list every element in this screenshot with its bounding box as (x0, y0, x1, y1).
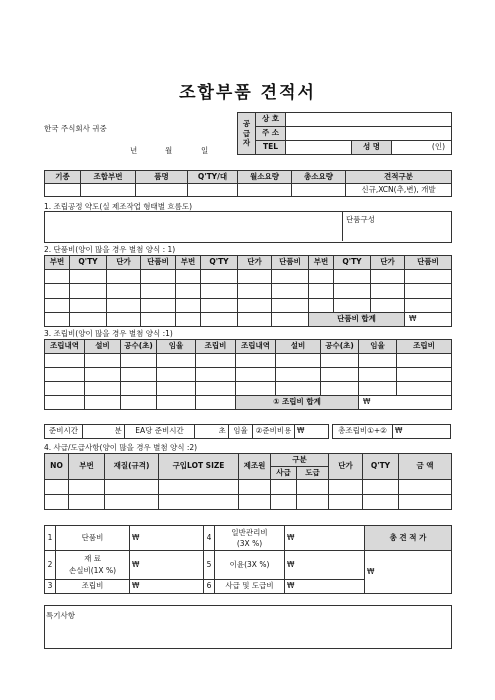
unit-col-qty-3: Q'TY (334, 256, 371, 270)
table-row (45, 270, 452, 284)
estimate-type-value: 신규,XCN(추,변), 개발 (346, 184, 452, 197)
header-col-qty-per-unit: Q'TY/대 (188, 171, 238, 184)
summary-no-4: 4 (204, 526, 215, 551)
supplier-seal: (인) (392, 141, 452, 155)
supplier-table (237, 112, 452, 155)
assy-col-manhour-2: 공수(초) (321, 340, 359, 354)
summary-overhead-label: 일반관리비 (3X %) (215, 526, 285, 551)
parts-composition-label: 단품구성 (346, 215, 375, 224)
header-cell-assy-no[interactable] (81, 184, 136, 197)
assembly-total-value: ₩ (359, 396, 452, 410)
header-col-total-qty: 총소요량 (292, 171, 346, 184)
summary-no-3: 3 (45, 580, 56, 594)
section4-title: 4. 사급/도급사항(양이 많을 경우 별첨 양식 :2) (44, 443, 198, 452)
supplier-tel-label: TEL (256, 141, 286, 155)
header-col-assy-no: 조합부번 (81, 171, 136, 184)
assy-col-rate-1: 임율 (157, 340, 196, 354)
sub-col-manufacturer: 제조원 (239, 454, 271, 480)
unit-cost-table (44, 255, 452, 327)
prep-time-seconds-field[interactable] (195, 425, 219, 439)
unit-col-cost-2: 단품비 (272, 256, 309, 270)
sub-col-supplied: 사급 (271, 467, 297, 480)
sub-col-price: 단가 (329, 454, 363, 480)
unit-col-price-2: 단가 (238, 256, 272, 270)
table-row (45, 382, 452, 396)
date-day-label: 일 (201, 146, 209, 155)
header-cell-monthly-qty[interactable] (238, 184, 292, 197)
assembly-total-label: ① 조립비 합계 (236, 396, 359, 410)
table-row (45, 368, 452, 382)
summary-no-6: 6 (204, 580, 215, 594)
table-row (45, 298, 452, 312)
unit-col-qty-2: Q'TY (201, 256, 238, 270)
header-cell-item-name[interactable] (136, 184, 188, 197)
sub-col-part-no: 부번 (69, 454, 105, 480)
summary-assembly-value: ₩ (130, 580, 204, 594)
summary-material-loss-label: 재 료 손실비(1X %) (56, 551, 130, 580)
unit-col-part-no-1: 부번 (45, 256, 70, 270)
header-table (44, 170, 452, 197)
assy-col-equipment-1: 설비 (85, 340, 121, 354)
table-row (45, 495, 452, 510)
unit-col-qty-1: Q'TY (70, 256, 107, 270)
notes-box[interactable] (44, 605, 452, 649)
summary-subcontract-label: 사급 및 도급비 (215, 580, 285, 594)
notes-label: 특기사항 (46, 611, 75, 620)
date-month-label: 월 (165, 146, 173, 155)
subcontract-table (44, 453, 452, 510)
assy-col-equipment-2: 설비 (276, 340, 321, 354)
unit-col-price-3: 단가 (371, 256, 405, 270)
header-col-estimate-type: 견적구분 (346, 171, 452, 184)
unit-col-part-no-3: 부번 (309, 256, 334, 270)
header-col-model: 기종 (45, 171, 81, 184)
header-col-item-name: 품명 (136, 171, 188, 184)
prep-cost-label: ②준비비용 (253, 425, 295, 439)
supplier-side-label: 공 급 자 (238, 113, 256, 155)
summary-assembly-label: 조립비 (56, 580, 130, 594)
summary-no-2: 2 (45, 551, 56, 580)
table-row (45, 396, 452, 410)
unit-col-cost-3: 단품비 (405, 256, 452, 270)
assy-col-detail-1: 조립내역 (45, 340, 85, 354)
section3-title: 3. 조립비(양이 많을 경우 별첨 양식 :1) (44, 329, 173, 338)
section1-title: 1. 조립공정 약도(실 제조작업 형태별 흐름도) (44, 202, 193, 211)
header-cell-total-qty[interactable] (292, 184, 346, 197)
supplier-rep-label: 성 명 (352, 141, 392, 155)
sub-col-amount: 금 액 (399, 454, 452, 480)
prep-time-minutes-field[interactable] (83, 425, 115, 439)
prep-time-label: 준비시간 (45, 425, 83, 439)
total-assembly-label: 총조립비①+② (333, 425, 393, 439)
prep-time-table (44, 424, 329, 439)
header-cell-qty-per-unit[interactable] (188, 184, 238, 197)
unit-cost-total-value: ₩ (405, 312, 452, 326)
unit-col-cost-1: 단품비 (141, 256, 176, 270)
summary-subcontract-value: ₩ (285, 580, 365, 594)
process-divider (342, 211, 343, 241)
summary-profit-value: ₩ (285, 551, 365, 580)
sub-col-material: 재질(규격) (105, 454, 159, 480)
unit-col-price-1: 단가 (107, 256, 141, 270)
unit-col-part-no-2: 부번 (176, 256, 201, 270)
sub-col-qty: Q'TY (363, 454, 399, 480)
process-diagram-box[interactable] (44, 211, 452, 243)
unit-cost-total-label: 단품비 합계 (309, 312, 405, 326)
total-assembly-table (332, 424, 451, 439)
supplier-name-label: 상 호 (256, 113, 286, 127)
recipient: 한국 주식회사 귀중 (44, 124, 107, 133)
page-title: 조합부품 견적서 (179, 83, 316, 103)
assy-col-detail-2: 조립내역 (236, 340, 276, 354)
prep-time-sec-unit: 초 (219, 425, 229, 439)
summary-no-5: 5 (204, 551, 215, 580)
sub-col-no: NO (45, 454, 69, 480)
supplier-name-field[interactable] (286, 113, 452, 127)
prep-cost-value: ₩ (295, 425, 329, 439)
date-year-label: 년 (130, 146, 138, 155)
sub-col-category: 구분 (271, 454, 329, 467)
prep-time-min-unit: 분 (115, 425, 125, 439)
assy-col-cost-1: 조립비 (196, 340, 236, 354)
summary-no-1: 1 (45, 526, 56, 551)
grand-total-value: ₩ (365, 551, 452, 594)
supplier-address-field[interactable] (286, 127, 452, 141)
prep-time-per-ea-label: EA당 준비시간 (125, 425, 195, 439)
assy-col-cost-2: 조립비 (397, 340, 452, 354)
table-row (45, 354, 452, 368)
summary-profit-label: 이윤(3X %) (215, 551, 285, 580)
summary-material-loss-value: ₩ (130, 551, 204, 580)
summary-overhead-value: ₩ (285, 526, 365, 551)
sub-col-lot-size: 구입LOT SIZE (159, 454, 239, 480)
grand-total-label: 총 견 적 가 (365, 526, 452, 551)
supplier-address-label: 주 소 (256, 127, 286, 141)
table-row (45, 480, 452, 495)
assy-col-manhour-1: 공수(초) (121, 340, 157, 354)
summary-unit-cost-value: ₩ (130, 526, 204, 551)
sub-col-contract: 도급 (297, 467, 329, 480)
assembly-cost-table (44, 339, 452, 410)
supplier-tel-field[interactable] (286, 141, 352, 155)
total-assembly-value: ₩ (393, 425, 451, 439)
prep-rate-label: 임율 (229, 425, 253, 439)
summary-unit-cost-label: 단품비 (56, 526, 130, 551)
header-cell-model[interactable] (45, 184, 81, 197)
assy-col-rate-2: 임율 (359, 340, 397, 354)
section2-title: 2. 단품비(양이 많을 경우 별첨 양식 : 1) (44, 245, 176, 254)
table-row (45, 312, 452, 326)
summary-table (44, 525, 452, 594)
table-row (45, 284, 452, 298)
header-col-monthly-qty: 월소요량 (238, 171, 292, 184)
